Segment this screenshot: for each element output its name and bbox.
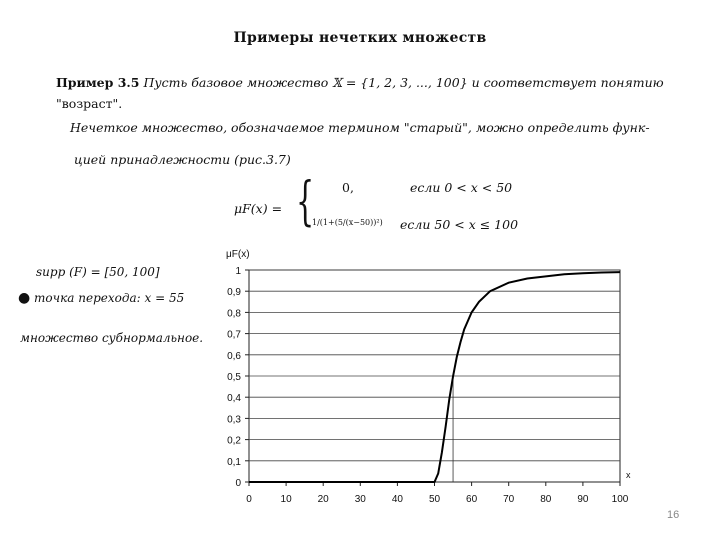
y-tick-label: 0,7 [227,329,241,341]
y-tick-label: 0,2 [227,435,241,447]
x-tick-label: 50 [428,494,441,505]
example-line-4: цией принадлежности (рис.3.7) [74,152,291,167]
crossover-label: точка перехода: [34,291,141,305]
x-tick-label: 90 [577,494,589,505]
x-tick-label: 0 [246,494,252,505]
x-tick-label: 20 [317,494,329,505]
formula-case2-value: 1/(1+(5/(x−50))²) [312,218,383,227]
chart-layer [226,249,631,505]
x-tick-label: 70 [503,494,515,505]
example-line-2: "возраст". [56,96,123,111]
x-tick-label: 80 [540,494,552,505]
slide-title: Примеры нечетких множеств [233,30,487,46]
bullet-icon: ● [18,290,31,306]
y-tick-label: 0,1 [227,456,241,468]
x-axis-label: x [626,470,631,480]
formula-case2-condition: если 50 < x ≤ 100 [400,217,519,232]
x-tick-label: 40 [391,494,403,505]
y-tick-label: 0,8 [227,308,241,320]
x-tick-label: 10 [280,494,292,505]
membership-curve [249,272,620,482]
example-label: Пример 3.5 [56,75,140,90]
formula-brace: { [296,172,315,232]
crossover-value: x = 55 [144,291,185,305]
y-tick-label: 0,5 [227,372,241,383]
page-number: 16 [667,509,680,521]
example-line-3: Нечеткое множество, обозначаемое термином "старый", можно определить функ- [70,120,650,135]
support-note: supp (F) = [50, 100] [36,265,160,279]
y-tick-label: 1 [235,266,241,277]
formula-case1-condition: если 0 < x < 50 [410,180,513,195]
x-tick-label: 60 [466,494,478,505]
subnormal-note: множество субнормальное. [20,331,204,345]
x-tick-label: 30 [354,494,366,505]
y-tick-label: 0,3 [227,414,241,426]
y-tick-label: 0,9 [227,287,241,299]
y-tick-label: 0 [235,478,241,489]
y-tick-label: 0,6 [227,350,241,362]
x-tick-label: 100 [611,494,629,505]
y-axis-label: μF(x) [226,249,250,260]
example-line-1-text: Пусть базовое множество 𝕏 = {1, 2, 3, ..., 100} и соответствует понятию [143,75,664,90]
formula-lhs: μF(x) = [234,201,283,216]
formula-case1-value: 0, [342,180,354,195]
y-tick-label: 0,4 [227,393,241,405]
